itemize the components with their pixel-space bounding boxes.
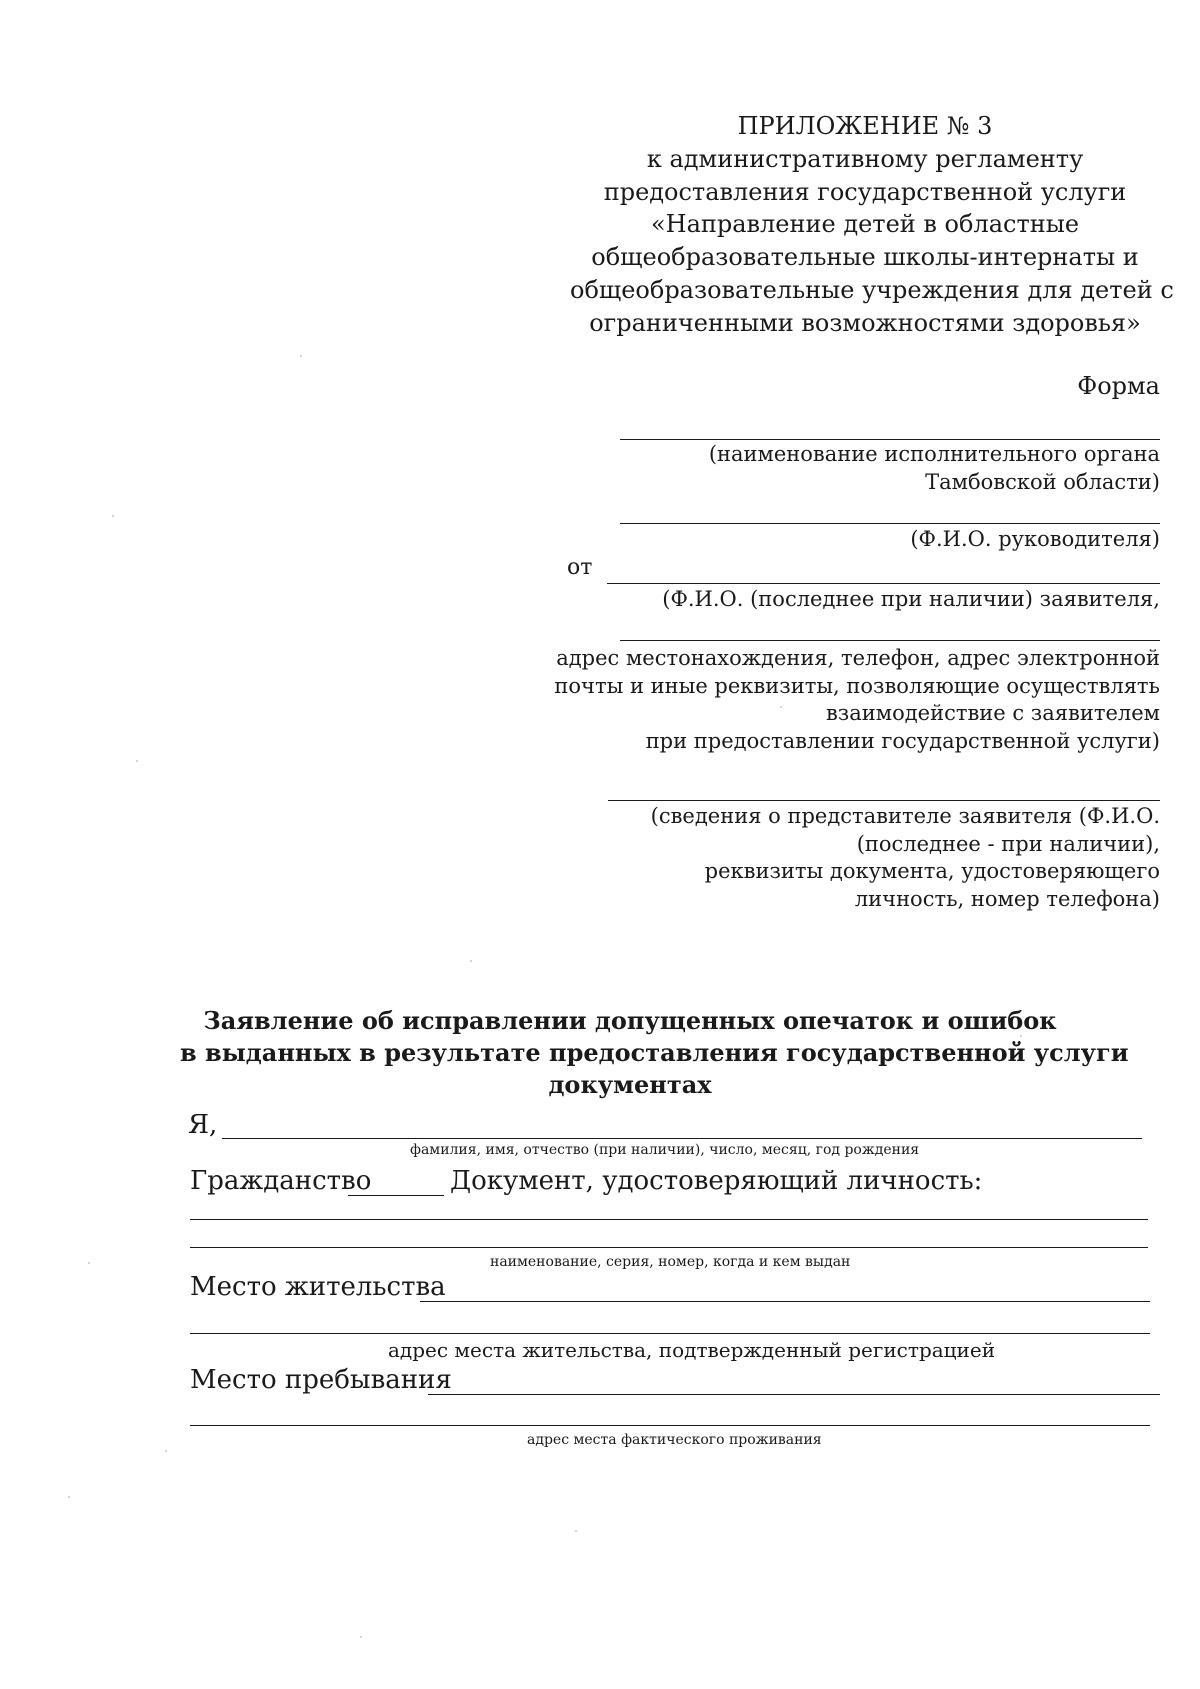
stay-line-1[interactable] xyxy=(428,1394,1160,1395)
scan-speck xyxy=(1020,1035,1022,1037)
title-line-2: в выданных в результате предоставления государственной услуги xyxy=(180,1038,1129,1067)
scan-speck xyxy=(780,706,782,708)
title-line-3: документах xyxy=(548,1070,712,1099)
address-caption-line-2: почты и иные реквизиты, позволяющие осуществлять xyxy=(554,673,1160,698)
residence-caption: адрес места жительства, подтвержденный регистрацией xyxy=(388,1338,996,1362)
residence-line-2[interactable] xyxy=(190,1333,1150,1334)
organ-caption-line-2: Тамбовской области) xyxy=(925,469,1160,494)
scan-speck xyxy=(165,1450,167,1452)
identity-caption: фамилия, имя, отчество (при наличии), число, месяц, год рождения xyxy=(410,1142,920,1158)
head-name-line[interactable] xyxy=(620,523,1160,524)
residence-label: Место жительства xyxy=(190,1272,446,1302)
citizenship-label: Гражданство xyxy=(190,1166,372,1196)
stay-caption: адрес места фактического проживания xyxy=(527,1432,822,1448)
scan-speck xyxy=(88,1262,90,1264)
scan-speck xyxy=(68,1496,70,1498)
document-line-1[interactable] xyxy=(190,1219,1148,1220)
address-caption-line-1: адрес местонахождения, телефон, адрес электронной xyxy=(556,646,1160,670)
appendix-line-4: «Направление детей в областные xyxy=(650,210,1080,239)
appendix-line-3: предоставления государственной услуги xyxy=(603,177,1127,206)
appendix-line-6: общеобразовательные учреждения для детей с xyxy=(570,275,1174,304)
representative-caption-line-1: (сведения о представителе заявителя (Ф.И.О. xyxy=(650,804,1160,828)
stay-label: Место пребывания xyxy=(190,1365,452,1395)
applicant-caption: (Ф.И.О. (последнее при наличии) заявителя, xyxy=(662,587,1160,611)
appendix-line-7: ограниченными возможностями здоровья» xyxy=(589,308,1141,337)
head-caption: (Ф.И.О. руководителя) xyxy=(910,527,1160,551)
i-label: Я, xyxy=(188,1110,218,1140)
residence-line-1[interactable] xyxy=(420,1301,1150,1302)
scan-speck xyxy=(575,1530,577,1532)
scan-speck xyxy=(136,760,138,762)
address-caption-line-3: взаимодействие с заявителем xyxy=(825,701,1160,725)
appendix-line-2: к административному регламенту xyxy=(646,144,1084,173)
representative-caption xyxy=(651,803,1160,913)
applicant-name-line[interactable] xyxy=(607,583,1160,584)
representative-caption-line-3: реквизиты документа, удостоверяющего xyxy=(704,859,1160,883)
scan-speck xyxy=(470,960,472,962)
document-caption: наименование, серия, номер, когда и кем выдан xyxy=(490,1254,851,1270)
representative-caption-line-4: личность, номер телефона) xyxy=(854,886,1160,911)
organ-name-line[interactable] xyxy=(620,439,1160,440)
applicant-address-line[interactable] xyxy=(620,640,1160,641)
applicant-identity-line[interactable] xyxy=(222,1138,1142,1139)
scan-speck xyxy=(112,515,114,517)
document-label: Документ, удостоверяющий личность: xyxy=(450,1166,983,1196)
scan-speck xyxy=(360,1636,362,1638)
representative-caption-line-2: (последнее - при наличии), xyxy=(856,831,1160,856)
document-line-2[interactable] xyxy=(190,1247,1148,1248)
organ-caption xyxy=(709,441,1160,496)
stay-line-2[interactable] xyxy=(190,1425,1150,1426)
address-caption-line-4: при предоставлении государственной услуги) xyxy=(645,728,1160,753)
representative-line[interactable] xyxy=(608,800,1160,801)
document-title xyxy=(180,1005,1129,1101)
appendix-header xyxy=(570,110,1174,340)
appendix-line-1: ПРИЛОЖЕНИЕ № 3 xyxy=(737,112,993,140)
organ-caption-line-1: (наименование исполнительного органа xyxy=(708,442,1160,466)
citizenship-line[interactable] xyxy=(348,1195,444,1196)
from-label: от xyxy=(567,555,593,580)
appendix-line-5: общеобразовательные школы-интернаты и xyxy=(591,243,1139,272)
address-caption xyxy=(554,645,1160,755)
title-line-1: Заявление об исправлении допущенных опечаток и ошибок xyxy=(203,1006,1057,1035)
scan-speck xyxy=(300,355,302,357)
form-label: Форма xyxy=(1077,372,1160,400)
